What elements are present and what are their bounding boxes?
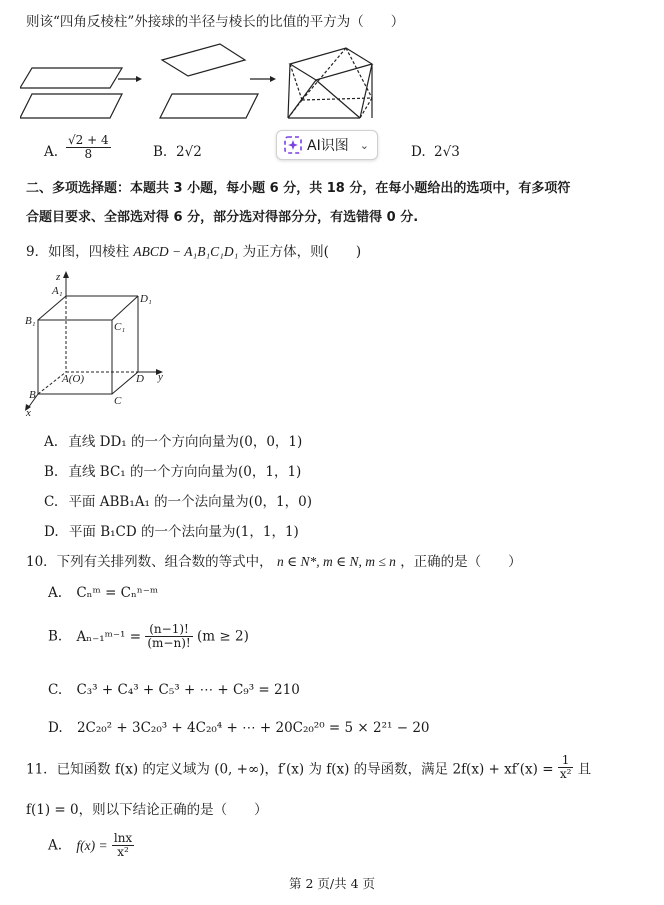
q9-option-c <box>44 490 312 510</box>
section2-line2: 合题目要求、全部选对得 6 分，部分选对得部分分，有选错得 0 分. <box>26 210 419 225</box>
q8-figure <box>20 38 380 138</box>
q9-option-d <box>44 520 299 540</box>
q10-option-c <box>48 682 300 698</box>
label-B: B <box>29 389 36 401</box>
q10-option-a <box>48 585 158 601</box>
q10-option-b-label: B. <box>48 628 63 645</box>
q10-option-c-text: C₃³ + C₄³ + C₅³ + ⋯ + C₉³ = 210 <box>76 682 300 698</box>
q10-option-a-label: A. <box>48 585 63 601</box>
ai-button-label: AI识图 <box>307 138 349 154</box>
section2-line1: 二、多项选择题：本题共 3 小题，每小题 6 分，共 18 分，在每小题给出的选项中，有多项符 <box>26 181 571 196</box>
q9-option-a-label: A. <box>44 434 59 450</box>
q9-option-b-label: B. <box>44 464 59 480</box>
q9-tail: 为正方体，则( ) <box>242 244 362 260</box>
page-footer: 第 2 页/共 4 页 <box>288 876 375 891</box>
q9-prism-name: ABCD − A₁B₁C₁D₁ <box>133 244 239 259</box>
q11-option-a-den: x² <box>117 845 129 859</box>
q9-option-c-text: 平面 ABB₁A₁ 的一个法向量为(0，1，0) <box>68 494 312 510</box>
chevron-down-icon[interactable]: ⌄ <box>359 138 369 152</box>
q10-stem <box>26 550 522 570</box>
label-C: C <box>114 395 122 407</box>
q8-option-a-value <box>66 134 111 161</box>
arrow-icon <box>118 76 142 82</box>
q11-frac-den: x² <box>559 767 572 781</box>
q10-option-b-frac <box>145 623 192 650</box>
q11-option-a-frac <box>112 832 134 859</box>
q10-option-d-text: 2C₂₀² + 3C₂₀³ + 4C₂₀⁴ + ⋯ + 20C₂₀²⁰ = 5 × 2²¹ − 20 <box>76 720 430 736</box>
rhombus-top-middle <box>162 44 245 76</box>
label-B1: B₁ <box>25 315 36 327</box>
q11-line1a: 11．已知函数 f(x) 的定义域为 (0, +∞)，f′(x) 为 f(x) 的导函数，满足 2f(x) + xf′(x) = <box>26 761 554 778</box>
q11-line1b: 且 <box>577 761 592 778</box>
q10-option-d <box>48 720 430 736</box>
q10-condition: n ∈ N*, m ∈ N, m ≤ n <box>276 554 396 569</box>
sparkle-icon <box>283 135 303 155</box>
label-A1: A₁ <box>52 285 63 297</box>
q10-option-b-num: (n−1)! <box>145 623 192 637</box>
q8-option-b-value: 2√2 <box>176 144 202 160</box>
q11-line1 <box>26 754 591 781</box>
q11-option-a <box>48 832 134 859</box>
q11-frac <box>558 754 574 781</box>
q8-option-a-label: A. <box>44 144 59 160</box>
q11-option-a-num: lnx <box>113 831 133 845</box>
q11-line2: f(1) = 0，则以下结论正确的是（ ） <box>26 802 268 818</box>
q10-option-b-rhs: (m ≥ 2) <box>197 628 249 645</box>
q9-option-d-label: D. <box>44 524 59 540</box>
q8-option-a-num: √2 + 4 <box>68 133 109 147</box>
label-C1: C₁ <box>114 321 126 333</box>
q10-option-c-label: C. <box>48 682 63 698</box>
q10-option-b-den: (m−n)! <box>147 636 191 650</box>
label-D: D <box>136 373 144 385</box>
q8-option-a-den: 8 <box>84 147 93 161</box>
q9-option-a <box>44 430 302 450</box>
label-D1: D₁ <box>140 293 152 305</box>
q9-option-c-label: C. <box>44 494 59 510</box>
label-x: x <box>26 407 31 418</box>
q8-stem: 则该“四角反棱柱”外接球的半径与棱长的比值的平方为（ ） <box>26 14 405 30</box>
q9-stem <box>26 240 361 260</box>
q9-number: 9．如图，四棱柱 <box>26 244 130 260</box>
q10-option-b <box>48 623 249 650</box>
q9-cube-figure <box>18 268 178 418</box>
q9-option-b-text: 直线 BC₁ 的一个方向向量为(0，1，1) <box>68 464 302 480</box>
q10-number: 10．下列有关排列数、组合数的等式中， <box>26 554 273 570</box>
q9-option-b <box>44 460 301 480</box>
q10-option-b-lhs: Aₙ₋₁ᵐ⁻¹ = <box>76 628 142 645</box>
parallelogram-bottom-middle <box>160 94 258 118</box>
q8-option-d-value: 2√3 <box>434 144 460 160</box>
label-AO: A(O) <box>62 373 84 385</box>
q9-option-d-text: 平面 B₁CD 的一个法向量为(1，1，1) <box>68 524 299 540</box>
label-z: z <box>56 271 61 283</box>
label-y: y <box>158 371 163 383</box>
q11-option-a-lhs: f(x) = <box>76 837 108 853</box>
q10-option-a-text: Cₙᵐ = Cₙⁿ⁻ᵐ <box>76 585 159 601</box>
parallelogram-bottom-left <box>20 94 122 118</box>
q8-option-d-label: D. <box>411 144 426 160</box>
arrow-icon <box>250 76 276 82</box>
q11-option-a-label: A. <box>48 837 63 854</box>
q11-frac-num: 1 <box>558 754 574 768</box>
q9-option-a-text: 直线 DD₁ 的一个方向向量为(0，0，1) <box>68 434 303 450</box>
q8-option-b-label: B. <box>153 144 168 160</box>
ai-image-recognition-button[interactable] <box>276 130 378 160</box>
q10-option-d-label: D. <box>48 720 63 736</box>
parallelogram-top-left <box>20 68 122 88</box>
q10-tail: ，正确的是（ ） <box>400 554 522 570</box>
antiprism-solid <box>288 48 372 118</box>
